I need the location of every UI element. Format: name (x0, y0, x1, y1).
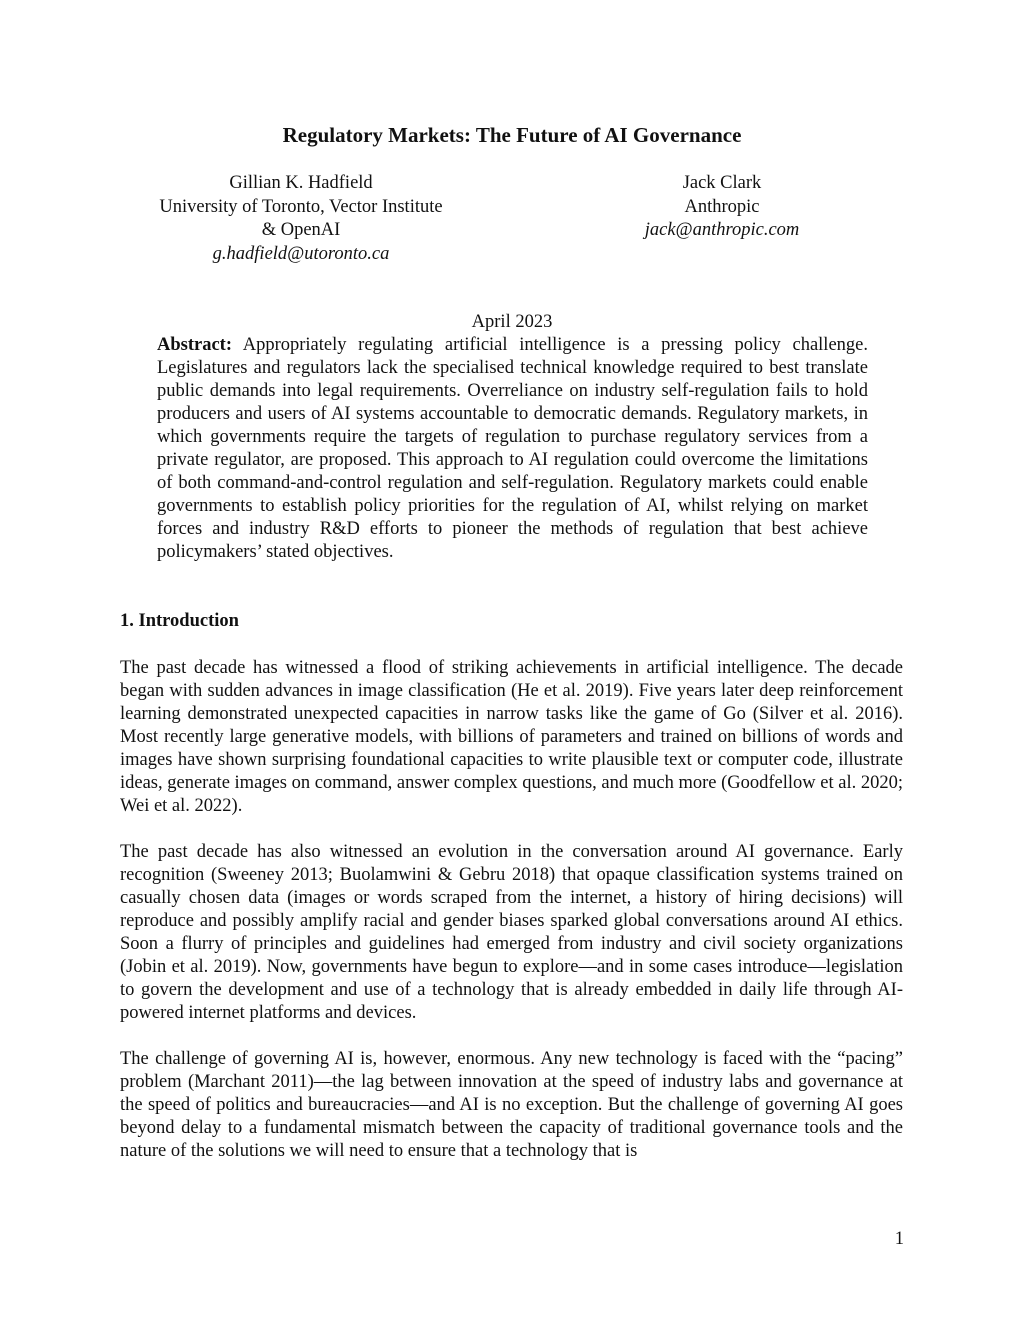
abstract-text: Appropriately regulating artificial intelligence is a pressing policy challenge. Legislatures and regulators lack the specialised technical knowledge required to best translate public demands into legal requirements. Overreliance on industry self-regulation fails to hold producers and users of AI systems accountable to democratic demands. Regulatory markets, in which governments require the targets of regulation to purchase regulatory services from a private regulator, are proposed. This approach to AI regulation could overcome the limitations of both command-and-control regulation and self-regulation. Regulatory markets could enable governments to establish policy priorities for the regulation of AI, whilst relying on market forces and industry R&D efforts to pioneer the methods of regulation that best achieve policymakers’ stated objectives. (157, 335, 868, 562)
body-paragraph: The past decade has also witnessed an evolution in the conversation around AI governance. Early recognition (Sweeney 2013; Buolamwini & Gebru 2018) that opaque classification systems trained on casually chosen data (images or words scraped from the internet, a history of hiring decisions) will reproduce and possibly amplify racial and gender biases sparked global conversations around AI ethics. Soon a flurry of principles and guidelines had emerged from industry and civil society organizations (Jobin et al. 2019). Now, governments have begun to explore—and in some cases introduce—legislation to govern the development and use of a technology that is already embedded in daily life through AI-powered internet platforms and devices. (120, 842, 903, 1023)
abstract (157, 334, 868, 564)
author-email: jack@anthropic.com (644, 220, 800, 240)
author-affiliation-continued: & OpenAI (261, 220, 341, 240)
author-affiliation: Anthropic (684, 196, 760, 217)
author-block-clark (582, 172, 862, 243)
body-paragraph: The past decade has witnessed a flood of striking achievements in artificial intelligence. The decade began with sudden advances in image classification (He et al. 2019). Five years later deep reinforcement learning demonstrated unexpected capacities in narrow tasks like the game of Go (Silver et al. 2016). Most recently large generative models, with billions of parameters and trained on billions of words and images have shown surprising foundational capacities to write plausible text or computer code, illustrate ideas, generate images on command, answer complex questions, and much more (Goodfellow et al. 2020; Wei et al. 2022). (120, 658, 903, 816)
section-heading-introduction: 1. Introduction (120, 611, 239, 631)
abstract-label: Abstract: (157, 335, 233, 355)
author-name: Jack Clark (682, 173, 762, 193)
paper-title: Regulatory Markets: The Future of AI Governance (282, 123, 742, 147)
author-block-hadfield (120, 172, 482, 266)
body-paragraph: The challenge of governing AI is, however, enormous. Any new technology is faced with the “pacing” problem (Marchant 2011)—the lag between innovation at the speed of industry labs and governance at the speed of politics and bureaucracies—and AI is no exception. But the challenge of governing AI goes beyond delay to a fundamental mismatch between the capacity of traditional governance tools and the nature of the solutions we will need to ensure that a technology that is (120, 1049, 903, 1161)
author-name: Gillian K. Hadfield (229, 173, 373, 193)
author-affiliation: University of Toronto, Vector Institute (159, 196, 443, 217)
publication-date: April 2023 (471, 312, 553, 332)
author-email: g.hadfield@utoronto.ca (212, 243, 390, 264)
page-number: 1 (894, 1229, 904, 1249)
